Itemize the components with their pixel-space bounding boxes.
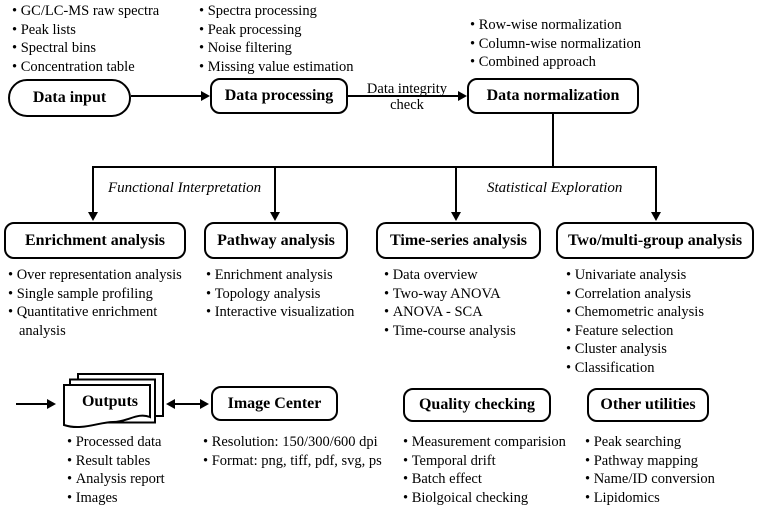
- node-quality-checking: Quality checking: [403, 388, 551, 422]
- bullet-item: • ANOVA - SCA: [384, 303, 559, 322]
- node-enrichment-analysis: Enrichment analysis: [4, 222, 186, 259]
- functional-interpretation-label: Functional Interpretation: [108, 180, 262, 196]
- branch-drop-line-1: [92, 166, 94, 213]
- bullet-item: • Data overview: [384, 266, 559, 285]
- bullet-item: • Interactive visualization: [206, 303, 381, 322]
- bullet-item: • Over representation analysis: [8, 266, 206, 285]
- pathway-bullet-list: [206, 266, 381, 322]
- bullet-item: • Univariate analysis: [566, 266, 751, 285]
- normalization-drop-line: [552, 114, 554, 168]
- enrichment-bullet-list: [8, 266, 206, 340]
- arrow-down-icon: [451, 212, 461, 221]
- bullet-item: • Quantitative enrichment analysis: [8, 303, 206, 340]
- label-line: check: [390, 97, 424, 113]
- bullet-item: • Measurement comparision: [403, 433, 593, 452]
- bullet-item: • Feature selection: [566, 322, 751, 341]
- statistical-exploration-label: Statistical Exploration: [487, 180, 623, 196]
- bullet-item: • Pathway mapping: [585, 452, 755, 471]
- bullet-item: • Combined approach: [470, 53, 675, 72]
- bullet-item: • Spectral bins: [12, 39, 197, 58]
- node-time-series-analysis: Time-series analysis: [376, 222, 541, 259]
- branch-horizontal-line: [92, 166, 657, 168]
- arrow-right-icon: [200, 399, 209, 409]
- node-two-multi-group-analysis: Two/multi-group analysis: [556, 222, 754, 259]
- branch-drop-line-4: [655, 166, 657, 213]
- bullet-item: • Peak lists: [12, 21, 197, 40]
- data-normalization-bullet-list: [470, 16, 675, 72]
- bullet-item: • Lipidomics: [585, 489, 755, 508]
- node-data-processing: Data processing: [210, 78, 348, 114]
- data-input-bullet-list: [12, 2, 197, 76]
- bullet-item: • Name/ID conversion: [585, 470, 755, 489]
- node-data-normalization: Data normalization: [467, 78, 639, 114]
- bullet-item: • Single sample profiling: [8, 285, 206, 304]
- arrow-down-icon: [651, 212, 661, 221]
- arrow-right-icon: [47, 399, 56, 409]
- arrow-down-icon: [88, 212, 98, 221]
- bullet-item: • Row-wise normalization: [470, 16, 675, 35]
- bullet-item: • Correlation analysis: [566, 285, 751, 304]
- bullet-item: • Time-course analysis: [384, 322, 559, 341]
- arrow-right-icon: [201, 91, 210, 101]
- outputs-imagecenter-line: [174, 403, 201, 405]
- arrow-to-outputs-line: [16, 403, 47, 405]
- node-data-input: Data input: [8, 79, 131, 117]
- bullet-item: • Result tables: [67, 452, 197, 471]
- bullet-item: • Concentration table: [12, 58, 197, 77]
- two-multi-group-bullet-list: [566, 266, 751, 377]
- image-center-bullet-list: [203, 433, 418, 470]
- node-pathway-analysis: Pathway analysis: [204, 222, 348, 259]
- bullet-item: • Analysis report: [67, 470, 197, 489]
- bullet-item: • Processed data: [67, 433, 197, 452]
- bullet-item: • Chemometric analysis: [566, 303, 751, 322]
- branch-drop-line-2: [274, 166, 276, 213]
- bullet-item: • Batch effect: [403, 470, 593, 489]
- data-processing-bullet-list: [199, 2, 394, 76]
- bullet-item: • Cluster analysis: [566, 340, 751, 359]
- data-integrity-check-label: [352, 81, 462, 113]
- bullet-item: • Resolution: 150/300/600 dpi: [203, 433, 418, 452]
- bullet-item: • Enrichment analysis: [206, 266, 381, 285]
- bullet-item: • Peak searching: [585, 433, 755, 452]
- bullet-item: • Spectra processing: [199, 2, 394, 21]
- bullet-item: • Missing value estimation: [199, 58, 394, 77]
- quality-checking-bullet-list: [403, 433, 593, 507]
- bullet-item: • Format: png, tiff, pdf, svg, ps: [203, 452, 418, 471]
- arrow-input-to-processing-line: [131, 95, 202, 97]
- branch-drop-line-3: [455, 166, 457, 213]
- outputs-bullet-list: [67, 433, 197, 507]
- time-series-bullet-list: [384, 266, 559, 340]
- bullet-item: • Topology analysis: [206, 285, 381, 304]
- bullet-item: • Two-way ANOVA: [384, 285, 559, 304]
- bullet-item: • Noise filtering: [199, 39, 394, 58]
- node-image-center: Image Center: [211, 386, 338, 421]
- bullet-item: • Biolgoical checking: [403, 489, 593, 508]
- bullet-item: • Classification: [566, 359, 751, 378]
- bullet-item: • Peak processing: [199, 21, 394, 40]
- bullet-item: • Images: [67, 489, 197, 508]
- bullet-item: • Temporal drift: [403, 452, 593, 471]
- bullet-item: • Column-wise normalization: [470, 35, 675, 54]
- other-utilities-bullet-list: [585, 433, 755, 507]
- arrow-down-icon: [270, 212, 280, 221]
- node-other-utilities: Other utilities: [587, 388, 709, 422]
- outputs-title: Outputs: [81, 393, 139, 410]
- label-line: Data integrity: [366, 81, 448, 97]
- bullet-item: • GC/LC-MS raw spectra: [12, 2, 197, 21]
